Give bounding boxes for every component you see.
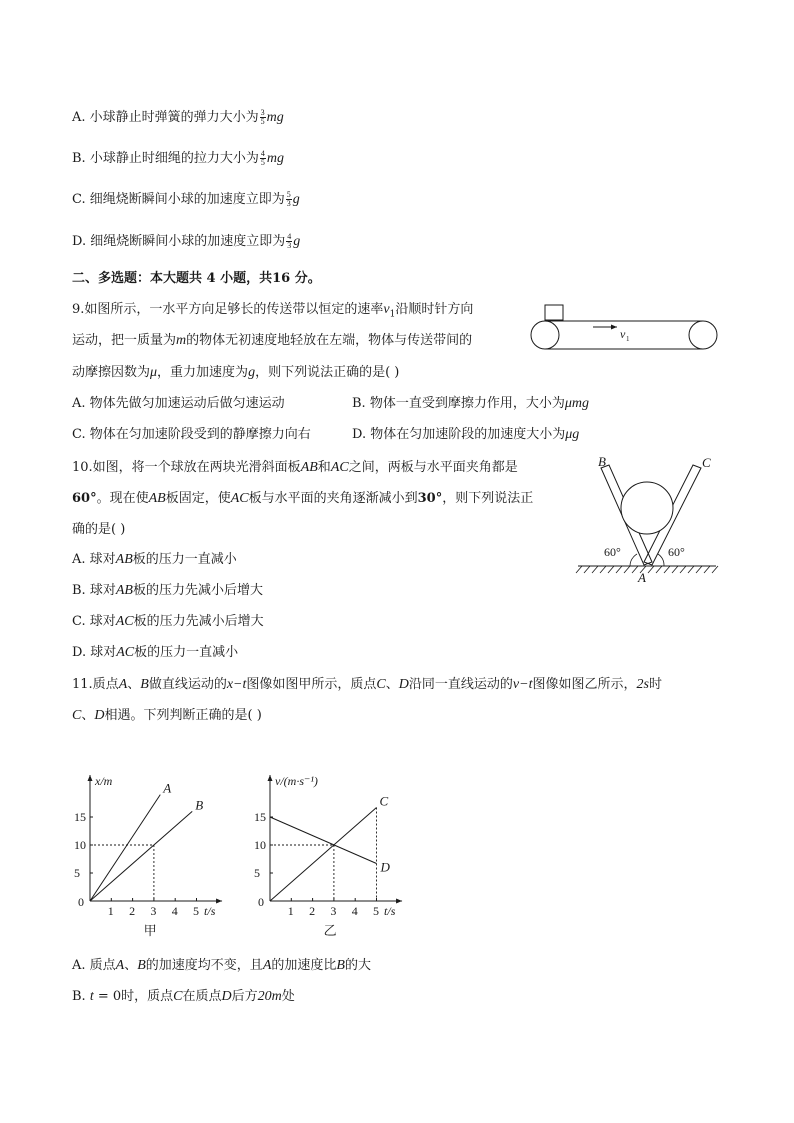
y-tick-label: 15 [74, 810, 86, 824]
label-a: A [638, 570, 646, 585]
right-roller [689, 321, 717, 349]
arrow-head [611, 325, 617, 330]
q9-stem-line2: 运动，把一质量为m的物体无初速度地轻放在左端，物体与传送带间的 [72, 333, 473, 348]
q11-stem-line1: 11.质点A、B做直线运动的x−t图像如图甲所示，质点C、D沿同一直线运动的v−t图像如图乙所示，2s时 [72, 677, 662, 692]
x-tick-label: 3 [150, 904, 157, 918]
y-tick-label: 10 [74, 838, 86, 852]
q10-stem-line2: 60°。现在使AB板固定，使AC板与水平面的夹角逐渐减小到30°，则下列说法正 [72, 491, 534, 506]
y-tick-label: 5 [254, 866, 260, 880]
q9-option-b[interactable]: B. 物体一直受到摩擦力作用，大小为μmg [352, 396, 589, 411]
y-tick-label: 10 [254, 838, 266, 852]
series-line-D [270, 817, 377, 863]
angle-arc-left [630, 554, 637, 566]
label-c: C [702, 455, 711, 470]
q9-option-d[interactable]: D. 物体在匀加速阶段的加速度大小为μg [352, 427, 580, 442]
q8-option-d[interactable]: D. 细绳烧断瞬间小球的加速度立即为 $\frac{4}{3}$ g [72, 232, 301, 250]
conveyor-belt-figure [525, 300, 725, 356]
series-label-B: B [195, 797, 204, 813]
x-axis-arrow [396, 899, 402, 904]
y-tick-label: 15 [254, 810, 266, 824]
y-axis-label: v/(m·s⁻¹) [275, 774, 318, 788]
v1-label: v [620, 327, 626, 341]
angle-arc-right [658, 554, 664, 566]
block [545, 305, 563, 320]
series-line-A [90, 795, 160, 901]
fraction: $\frac{5}{3}$ [286, 190, 291, 208]
q8-option-b[interactable]: B. 小球静止时细绳的拉力大小为 $\frac{4}{5}$ mg [72, 149, 284, 167]
v1-subscript: 1 [626, 335, 630, 343]
graph-caption: 乙 [323, 923, 337, 938]
y-axis-arrow [88, 775, 93, 781]
ground-hatching [576, 566, 718, 573]
x-axis-arrow [216, 899, 222, 904]
x-tick-label: 4 [351, 904, 358, 918]
x-tick-label: 5 [373, 904, 379, 918]
y-axis-label: x/m [95, 774, 113, 788]
x-tick-label: 1 [107, 904, 114, 918]
series-label-D: D [380, 859, 390, 875]
x-tick-label: 5 [193, 904, 199, 918]
ball [621, 482, 673, 534]
q10-option-d[interactable]: D. 球对AC板的压力一直减小 [72, 645, 239, 660]
y-tick-label: 5 [74, 866, 80, 880]
q10-stem-line3: 确的是( ) [72, 522, 126, 537]
origin-label: 0 [258, 895, 264, 909]
fraction: $\frac{4}{3}$ [287, 232, 292, 250]
q10-option-c[interactable]: C. 球对AC板的压力先减小后增大 [72, 614, 264, 629]
q8-option-a[interactable]: A. 小球静止时弹簧的弹力大小为 $\frac{3}{5}$ mg [72, 108, 284, 126]
x-tick-label: 4 [171, 904, 178, 918]
x-tick-label: 2 [129, 904, 136, 918]
q9-option-a[interactable]: A. 物体先做匀加速运动后做匀速运动 [72, 396, 285, 411]
q8-option-c[interactable]: C. 细绳烧断瞬间小球的加速度立即为 $\frac{5}{3}$ g [72, 190, 300, 208]
fraction: $\frac{3}{5}$ [260, 108, 265, 126]
q9-stem-line1: 9.如图所示，一水平方向足够长的传送带以恒定的速率$v_1$沿顺时针方向 [72, 302, 474, 320]
q9-stem-line3: 动摩擦因数为μ，重力加速度为g，则下列说法正确的是( ) [72, 365, 400, 380]
q11-option-a[interactable]: A. 质点A、B的加速度均不变，且A的加速度比B的大 [72, 958, 371, 973]
angle-left-label: 60° [604, 545, 621, 559]
series-line-C [270, 807, 377, 901]
x-axis-label: t/s [204, 904, 216, 918]
q10-stem-line1: 10.如图，将一个球放在两块光滑斜面板AB和AC之间，两板与水平面夹角都是 [72, 460, 518, 475]
series-label-C: C [379, 793, 389, 809]
x-tick-label: 1 [287, 904, 294, 918]
series-line-B [90, 811, 192, 901]
fraction: $\frac{4}{5}$ [260, 149, 265, 167]
xt-graph-jia [70, 765, 250, 943]
left-roller [531, 321, 559, 349]
origin-label: 0 [78, 895, 84, 909]
x-tick-label: 3 [330, 904, 337, 918]
q9-option-c[interactable]: C. 物体在匀加速阶段受到的静摩擦力向右 [72, 427, 311, 442]
label-b: B [598, 454, 606, 469]
q11-stem-line2: C、D相遇。下列判断正确的是( ) [72, 708, 262, 723]
series-label-A: A [163, 780, 172, 796]
vt-graph-yi [250, 765, 430, 943]
x-tick-label: 2 [309, 904, 316, 918]
q10-option-a[interactable]: A. 球对AB板的压力一直减小 [72, 552, 237, 567]
inclined-boards-figure [572, 452, 722, 588]
graph-caption: 甲 [143, 923, 157, 938]
x-axis-label: t/s [384, 904, 396, 918]
q11-option-b[interactable]: B. t = 0时，质点C在质点D后方20m处 [72, 989, 295, 1004]
section-title: 二、多选题：本大题共 4 小题，共16 分。 [72, 271, 321, 286]
angle-right-label: 60° [668, 545, 685, 559]
y-axis-arrow [268, 775, 273, 781]
q10-option-b[interactable]: B. 球对AB板的压力先减小后增大 [72, 583, 263, 598]
